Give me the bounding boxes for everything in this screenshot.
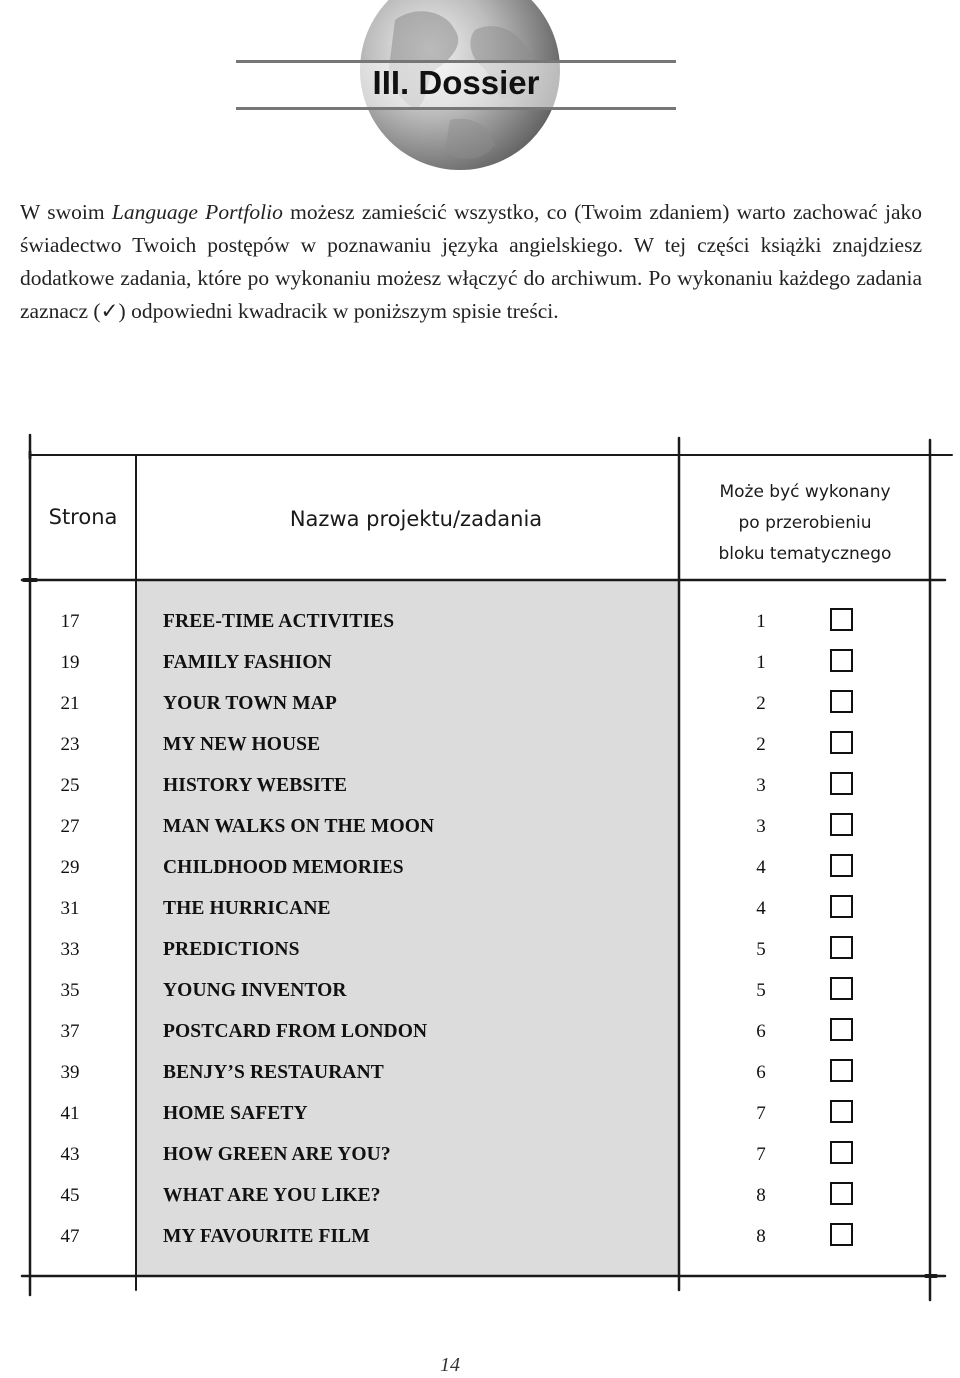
completion-checkbox[interactable] bbox=[830, 813, 853, 836]
completion-checkbox[interactable] bbox=[830, 895, 853, 918]
table-row bbox=[30, 1218, 930, 1259]
row-page: 21 bbox=[60, 693, 80, 714]
table-row bbox=[30, 931, 930, 972]
completion-checkbox[interactable] bbox=[830, 1018, 853, 1041]
completion-checkbox[interactable] bbox=[830, 1059, 853, 1082]
completion-checkbox[interactable] bbox=[830, 1100, 853, 1123]
row-project-name: WHAT ARE YOU LIKE? bbox=[163, 1185, 381, 1206]
intro-text-end: możesz zamieścić wszystko, co (Twoim zdaniem) warto zachować jako świadectwo Twoich postępów w poznawaniu języka angielskiego. W tej części książki znajdziesz dodatkowe zadania, które po wykonaniu możesz włączyć do archiwum. Po wykonaniu każdego zadania zaznacz (✓) odpowiedni kwadracik w poniższym spisie treści. bbox=[20, 200, 923, 323]
row-block: 5 bbox=[756, 939, 766, 960]
table-row bbox=[30, 1095, 930, 1136]
row-project-name: PREDICTIONS bbox=[163, 939, 300, 960]
row-block: 1 bbox=[756, 611, 766, 632]
completion-checkbox[interactable] bbox=[830, 608, 853, 631]
column-header-block-line: bloku tematycznego bbox=[718, 544, 892, 564]
row-block: 8 bbox=[756, 1226, 766, 1247]
row-page: 47 bbox=[60, 1226, 80, 1247]
column-header-block-line: Może być wykonany bbox=[719, 482, 891, 502]
row-page: 37 bbox=[60, 1021, 80, 1042]
row-project-name: FAMILY FASHION bbox=[163, 652, 332, 673]
row-page: 29 bbox=[60, 857, 80, 878]
row-block: 4 bbox=[756, 857, 766, 878]
row-project-name: YOUNG INVENTOR bbox=[163, 980, 347, 1001]
table-row bbox=[30, 767, 930, 808]
row-block: 4 bbox=[756, 898, 766, 919]
table-row bbox=[30, 849, 930, 890]
row-block: 5 bbox=[756, 980, 766, 1001]
completion-checkbox[interactable] bbox=[830, 977, 853, 1000]
column-header-page: Strona bbox=[48, 505, 118, 529]
completion-checkbox[interactable] bbox=[830, 690, 853, 713]
completion-checkbox[interactable] bbox=[830, 1182, 853, 1205]
completion-checkbox[interactable] bbox=[830, 649, 853, 672]
row-project-name: MY NEW HOUSE bbox=[163, 734, 321, 755]
row-block: 8 bbox=[756, 1185, 766, 1206]
row-page: 31 bbox=[60, 898, 80, 919]
completion-checkbox[interactable] bbox=[830, 1141, 853, 1164]
row-block: 6 bbox=[756, 1062, 766, 1083]
row-block: 7 bbox=[756, 1144, 766, 1165]
row-project-name: YOUR TOWN MAP bbox=[163, 693, 337, 714]
row-page: 19 bbox=[60, 652, 80, 673]
table-row bbox=[30, 1177, 930, 1218]
table-row bbox=[30, 1136, 930, 1177]
table-row bbox=[30, 644, 930, 685]
table-row bbox=[30, 1054, 930, 1095]
row-project-name: MY FAVOURITE FILM bbox=[163, 1226, 370, 1247]
intro-italic-term: Language Portfolio bbox=[111, 200, 283, 224]
column-header-block-line: po przerobieniu bbox=[738, 513, 872, 533]
row-page: 35 bbox=[60, 980, 80, 1001]
row-block: 6 bbox=[756, 1021, 766, 1042]
row-block: 3 bbox=[756, 816, 766, 837]
row-block: 2 bbox=[756, 734, 766, 755]
row-project-name: FREE-TIME ACTIVITIES bbox=[163, 611, 395, 632]
row-page: 45 bbox=[60, 1185, 80, 1206]
table-row bbox=[30, 603, 930, 644]
page-number: 14 bbox=[440, 1354, 460, 1376]
table-row bbox=[30, 808, 930, 849]
table-row bbox=[30, 890, 930, 931]
completion-checkbox[interactable] bbox=[830, 731, 853, 754]
column-header-block bbox=[680, 477, 930, 570]
completion-checkbox[interactable] bbox=[830, 936, 853, 959]
row-project-name: POSTCARD FROM LONDON bbox=[163, 1021, 428, 1042]
row-page: 41 bbox=[60, 1103, 80, 1124]
row-page: 43 bbox=[60, 1144, 80, 1165]
row-block: 7 bbox=[756, 1103, 766, 1124]
table-row bbox=[30, 685, 930, 726]
row-block: 3 bbox=[756, 775, 766, 796]
row-block: 2 bbox=[756, 693, 766, 714]
row-block: 1 bbox=[756, 652, 766, 673]
row-project-name: HISTORY WEBSITE bbox=[163, 775, 348, 796]
row-project-name: CHILDHOOD MEMORIES bbox=[163, 857, 404, 878]
table-row bbox=[30, 972, 930, 1013]
row-project-name: BENJY’S RESTAURANT bbox=[163, 1062, 384, 1083]
row-page: 39 bbox=[60, 1062, 80, 1083]
row-page: 33 bbox=[60, 939, 80, 960]
row-page: 25 bbox=[60, 775, 80, 796]
completion-checkbox[interactable] bbox=[830, 854, 853, 877]
intro-text-start: W swoim bbox=[20, 200, 112, 224]
row-project-name: MAN WALKS ON THE MOON bbox=[163, 816, 435, 837]
table-row bbox=[30, 1013, 930, 1054]
row-project-name: THE HURRICANE bbox=[163, 898, 331, 919]
page-title: III. Dossier bbox=[372, 64, 540, 101]
table-row bbox=[30, 726, 930, 767]
completion-checkbox[interactable] bbox=[830, 772, 853, 795]
intro-paragraph bbox=[20, 196, 922, 328]
row-page: 27 bbox=[60, 816, 80, 837]
row-page: 17 bbox=[60, 611, 80, 632]
row-page: 23 bbox=[60, 734, 80, 755]
column-header-project: Nazwa projektu/zadania bbox=[289, 507, 543, 531]
row-project-name: HOME SAFETY bbox=[163, 1103, 308, 1124]
completion-checkbox[interactable] bbox=[830, 1223, 853, 1246]
row-project-name: HOW GREEN ARE YOU? bbox=[163, 1144, 391, 1165]
